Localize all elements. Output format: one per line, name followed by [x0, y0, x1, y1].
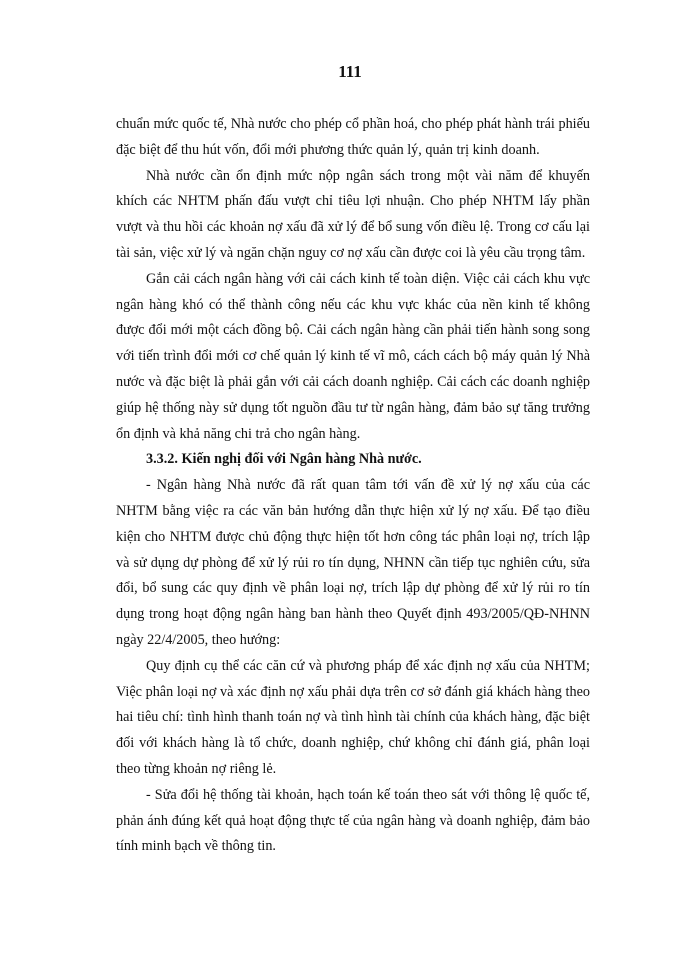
paragraph: - Sửa đổi hệ thống tài khoản, hạch toán kế toán theo sát với thông lệ quốc tế, phản ánh đúng kết quả hoạt động thực tế của ngân hàng và doanh nghiệp, đảm bảo tính minh bạch về thông tin.	[116, 786, 590, 855]
paragraph: Quy định cụ thể các căn cứ và phương pháp để xác định nợ xấu của NHTM; Việc phân loại nợ và xác định nợ xấu phải dựa trên cơ sở đánh giá khách hàng theo hai tiêu chí: tình hình thanh toán nợ và tình hình tài chính của khách hàng, đặc biệt đối với khách hàng là tổ chức, doanh nghiệp, chứ không chỉ đánh giá, phân loại theo từng khoản nợ riêng lẻ.	[116, 657, 590, 777]
paragraph: chuẩn mức quốc tế, Nhà nước cho phép cổ phần hoá, cho phép phát hành trái phiếu đặc biệt để thu hút vốn, đổi mới phương thức quản lý, quản trị kinh doanh.	[116, 116, 590, 158]
page-number: 111	[338, 62, 362, 81]
document-body	[116, 112, 590, 860]
section-heading: 3.3.2. Kiến nghị đối với Ngân hàng Nhà nước.	[146, 451, 422, 468]
paragraph: - Ngân hàng Nhà nước đã rất quan tâm tới vấn đề xử lý nợ xấu của các NHTM bằng việc ra các văn bản hướng dẫn thực hiện xử lý nợ xấu. Để tạo điều kiện cho NHTM được chủ động thực hiện tốt hơn công tác phân loại nợ, trích lập và sử dụng dự phòng để xử lý rủi ro tín dụng, NHNN cần tiếp tục nghiên cứu, sửa đổi, bổ sung các quy định về phân loại nợ, trích lập dự phòng để xử lý rủi ro tín dụng trong hoạt động ngân hàng ban hành theo Quyết định 493/2005/QĐ-NHNN ngày 22/4/2005, theo hướng:	[116, 477, 590, 648]
paragraph: Gắn cải cách ngân hàng với cải cách kinh tế toàn diện. Việc cải cách khu vực ngân hàng khó có thể thành công nếu các khu vực khác của nền kinh tế không được đổi mới một cách đồng bộ. Cải cách ngân hàng cần phải tiến hành song song với tiến trình đổi mới cơ chế quản lý kinh tế vĩ mô, cách cách bộ máy quản lý Nhà nước và đặc biệt là phải gắn với cải cách doanh nghiệp. Cải cách các doanh nghiệp giúp hệ thống này sử dụng tốt nguồn đầu tư từ ngân hàng, đảm bảo sự tăng trưởng ổn định và khả năng chi trả cho ngân hàng.	[116, 270, 590, 442]
paragraph: Nhà nước cần ổn định mức nộp ngân sách trong một vài năm để khuyến khích các NHTM phấn đấu vượt chỉ tiêu lợi nhuận. Cho phép NHTM lấy phần vượt và thu hồi các khoản nợ xấu đã xử lý để bổ sung vốn điều lệ. Trong cơ cấu lại tài sản, việc xử lý và ngăn chặn nguy cơ nợ xấu cần được coi là yêu cầu trọng tâm.	[116, 167, 590, 261]
